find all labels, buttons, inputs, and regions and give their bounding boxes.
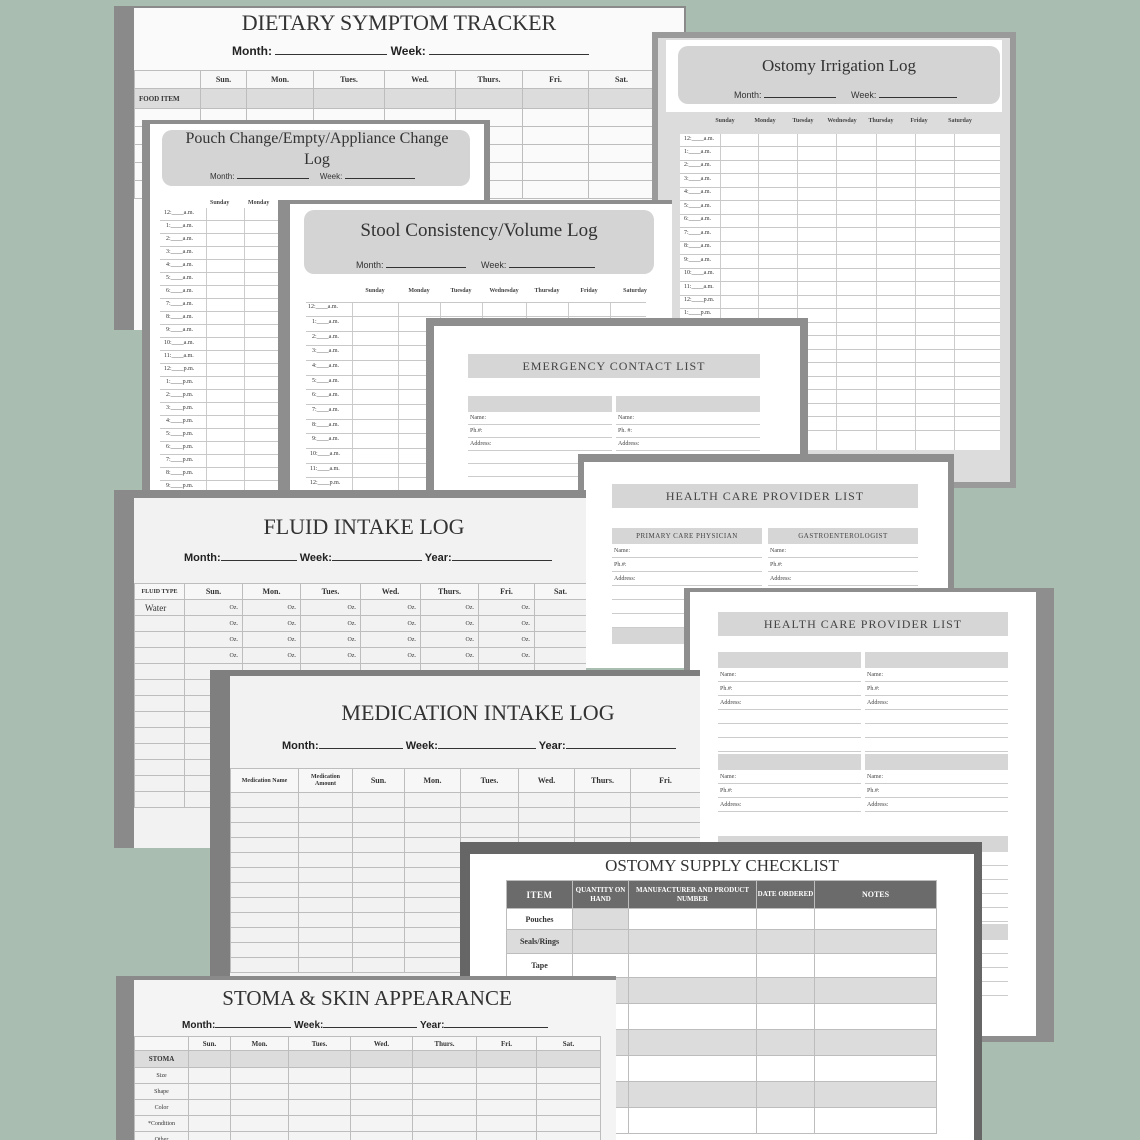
emergency-contact-card-2: Name: Ph. #: Address: [616,396,760,490]
pouch-date-fields: Month: Week: [210,172,415,181]
supply-title: OSTOMY SUPPLY CHECKLIST [605,856,839,875]
provider1-card-pcp: PRIMARY CARE PHYSICIAN Name: Ph.#: Address: [612,528,762,668]
provider2-card-1: Name: Ph.#: Address: Name: Ph.#: Address: [718,652,861,828]
emergency-contact-card-1: Name: Ph.#: Address: [468,396,612,490]
irrigation-date-fields: Month: Week: [734,90,957,100]
stoma-grid: Sun. Mon. Tues. Wed. Thurs. Fri. Sat. STOMA Size Shape Color *Condition Other [134,1036,601,1140]
fluid-date-fields: Month: Week: Year: [184,552,552,564]
stoma-date-fields: Month: Week: Year: [182,1020,548,1031]
provider2-card-2: Name: Ph.#: Address: Name: Ph.#: Address: [865,652,1008,828]
pouch-title-line1: Pouch Change/Empty/Appliance Change [185,130,449,147]
emergency-title-bar: EMERGENCY CONTACT LIST [468,354,760,378]
pouch-title-line2: Log [304,151,330,168]
provider2-title-bar: HEALTH CARE PROVIDER LIST [718,612,1008,636]
pouch-grid: 12:____a.m. 1:____a.m. 2:____a.m. 3:____a.m. 4:____a.m. 5:____a.m. 6:____a.m. 7:____a.m. 8:____a.m. 9:____a.m. 10:____a.m. 11:____a.m. 12:____p.m. 1:____p.m. 2:____p.m. 3:____p.m. 4:____p.m. 5:____p.m. 6:____p.m. 7:____p.m. 8:____p.m. 9:____p.m. [160,208,280,490]
dietary-date-fields: Month: Week: [232,44,589,58]
dietary-title: DIETARY SYMPTOM TRACKER [241,10,557,35]
stool-title: Stool Consistency/Volume Log [360,220,598,241]
supply-grid: ITEM QUANTITY ON HAND MANUFACTURER AND PRODUCT NUMBER DATE ORDERED NOTES Pouches Seals/Rings Tape [506,880,937,1134]
fluid-title: FLUID INTAKE LOG [263,514,465,539]
stool-grid: 12:____a.m. 1:____a.m. 2:____a.m. 3:____a.m. 4:____a.m. 5:____a.m. 6:____a.m. 7:____a.m. 8:____a.m. 9:____a.m. 10:____a.m. 11:____a.m. 12:____p.m. [306,302,646,490]
pouch-change-log-sheet: Pouch Change/Empty/Appliance Change Log Month: Week: Sunday Monday 12:____a.m. 1:____a.m. 2:____a.m. 3:____a.m. 4:____a.m. 5:____a.m. 6:____a.m. 7:____a.m. 8:____a.m. 9:____a.m. 10:____a.m. 11:____a.m. 12:____p.m. 1:____p.m. 2:____p.m. 3:____p.m. 4:____p.m. 5:____p.m. 6:____p.m. 7:____p.m. 8:____p.m. 9:____p.m. [142,120,490,490]
irrigation-title: Ostomy Irrigation Log [762,56,916,75]
irrigation-grid: 12:____a.m. 1:____a.m. 2:____a.m. 3:____a.m. 4:____a.m. 5:____a.m. 6:____a.m. 7:____a.m. 8:____a.m. 9:____a.m. 10:____a.m. 11:____a.m. 12:____p.m. 1:____p.m. [680,134,1000,450]
ostomy-irrigation-log-sheet: Ostomy Irrigation Log Month: Week: Sunday Monday Tuesday Wednesday Thursday Friday Saturday 12:____a.m. 1:____a.m. 2:____a.m. 3:____a.m. 4:____a.m. 5:____a.m. 6:____a.m. 7:____a.m. 8:____a.m. 9:____a.m. 10:____a.m. 11:____a.m. 12:____p.m. 1:____p.m. [652,32,1016,488]
medication-title: MEDICATION INTAKE LOG [341,700,615,725]
provider1-title-bar: HEALTH CARE PROVIDER LIST [612,484,918,508]
stoma-title: STOMA & SKIN APPEARANCE [222,986,512,1010]
provider1-card-gastro: GASTROENTEROLOGIST Name: Ph.#: Address: [768,528,918,668]
medication-grid: Medication Name Medication Amount Sun. Mon. Tues. Wed. Thurs. Fri. [230,768,700,973]
fluid-grid: FLUID TYPE Sun. Mon. Tues. Wed. Thurs. Fri. Sat. Water Oz. Oz. Oz. Oz. Oz. Oz. Oz. Oz. Oz. Oz. Oz. Oz. Oz. Oz. Oz. Oz. Oz. Oz. Oz. Oz. Oz. Oz. Oz. Oz. [134,583,586,808]
dietary-grid: Sun. Mon. Tues. Wed. Thurs. Fri. Sat. FOOD ITEM [134,70,655,199]
stool-date-fields: Month: Week: [356,260,595,270]
stoma-skin-appearance-sheet [116,976,616,1140]
stool-log-sheet: Stool Consistency/Volume Log Month: Week: Sunday Monday Tuesday Wednesday Thursday Friday Saturday 12:____a.m. 1:____a.m. 2:____a.m. 3:____a.m. 4:____a.m. 5:____a.m. 6:____a.m. 7:____a.m. 8:____a.m. 9:____a.m. 10:____a.m. 11:____a.m. 12:____p.m. [278,200,672,490]
medication-date-fields: Month: Week: Year: [282,740,676,752]
